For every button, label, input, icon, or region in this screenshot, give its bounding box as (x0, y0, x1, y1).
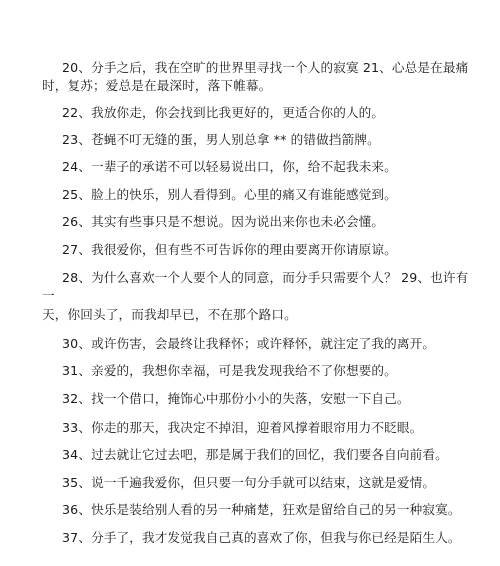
text-line: 31、亲爱的，我想你幸福，可是我发现我给不了你想要的。 (62, 363, 397, 378)
text-line: 27、我很爱你，但有些不可告诉你的理由要离开你请原谅。 (62, 242, 397, 257)
text-line: 时，复苏；爱总是在最深时，落下帷幕。 (42, 78, 272, 93)
text-line: 22、我放你走，你会找到比我更好的，更适合你的人的。 (62, 105, 385, 120)
text-line: 36、快乐是装给别人看的另一种痛楚，狂欢是留给自己的另一种寂寞。 (62, 502, 461, 517)
text-line: 24、一辈子的承诺不可以轻易说出口，你，给不起我未来。 (62, 159, 397, 174)
text-line: 34、过去就让它过去吧，那是属于我们的回忆，我们要各自向前看。 (62, 447, 448, 462)
text-line: 一 (42, 288, 55, 303)
text-line: 28、为什么喜欢一个人要个人的同意，而分手只需要个人？ 29、也许有 (62, 270, 469, 285)
text-line: 25、脸上的快乐，别人看得到。心里的痛又有谁能感觉到。 (62, 187, 397, 202)
text-line: 30、或许伤害，会最终让我释怀；或许释怀，就注定了我的离开。 (62, 336, 436, 351)
text-line: 26、其实有些事只是不想说。因为说出来你也未必会懂。 (62, 214, 385, 229)
text-line: 35、说一千遍我爱你，但只要一句分手就可以结束，这就是爱情。 (62, 475, 436, 490)
text-line: 天，你回头了，而我却早已，不在那个路口。 (42, 307, 297, 322)
text-line: 37、分手了，我才发觉我自己真的喜欢了你，但我与你已经是陌生人。 (62, 530, 461, 545)
text-line: 20、分手之后，我在空旷的世界里寻找一个人的寂寞 21、心总是在最痛 (62, 60, 469, 75)
text-line: 23、苍蝇不叮无缝的蛋，男人别总拿 ** 的错做挡箭牌。 (62, 132, 380, 147)
text-line: 33、你走的那天，我决定不掉泪，迎着风撑着眼帘用力不眨眼。 (62, 420, 423, 435)
text-line: 32、找一个借口，掩饰心中那份小小的失落，安慰一下自己。 (62, 391, 410, 406)
